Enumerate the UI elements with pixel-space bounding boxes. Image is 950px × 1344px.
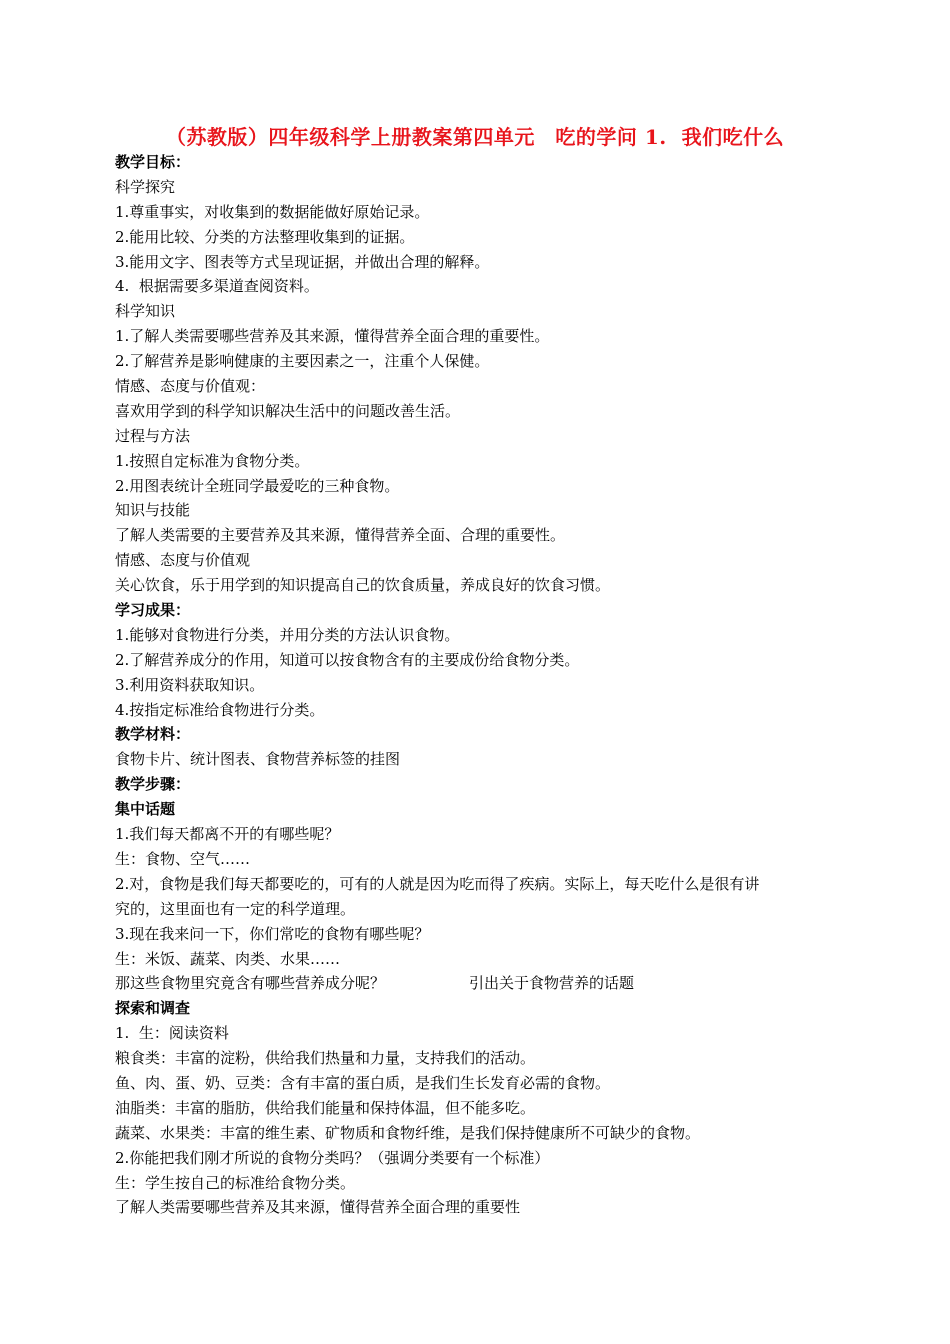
document-body <box>115 150 840 1220</box>
document-line: 喜欢用学到的科学知识解决生活中的问题改善生活。 <box>115 401 461 420</box>
document-line: 食物卡片、统计图表、食物营养标签的挂图 <box>115 750 401 769</box>
section-heading: 教学步骤： <box>115 775 191 794</box>
document-line: 3.现在我来问一下，你们常吃的食物有哪些呢？ <box>115 924 430 943</box>
document-line: 1.能够对食物进行分类，并用分类的方法认识食物。 <box>115 625 460 644</box>
document-line: 油脂类：丰富的脂肪，供给我们能量和保持体温，但不能多吃。 <box>115 1098 536 1117</box>
document-line: 生：学生按自己的标准给食物分类。 <box>115 1173 356 1192</box>
document-line: 情感、态度与价值观： <box>115 377 266 396</box>
document-line: 2.用图表统计全班同学最爱吃的三种食物。 <box>115 476 400 495</box>
section-heading: 学习成果： <box>115 601 191 620</box>
document-line: 生：米饭、蔬菜、肉类、水果…… <box>115 949 341 968</box>
document-line: 蔬菜、水果类：丰富的维生素、矿物质和食物纤维，是我们保持健康所不可缺少的食物。 <box>115 1123 701 1142</box>
split-line-left: 那这些食物里究竟含有哪些营养成分呢？ <box>115 974 386 993</box>
document-line: 3.能用文字、图表等方式呈现证据，并做出合理的解释。 <box>115 252 490 271</box>
document-line: 4. 根据需要多渠道查阅资料。 <box>115 277 319 296</box>
lines-after <box>115 996 840 1220</box>
section-heading: 教学材料： <box>115 725 191 744</box>
split-line-right: 引出关于食物营养的话题 <box>469 974 635 993</box>
document-line: 关心饮食，乐于用学到的知识提高自己的饮食质量，养成良好的饮食习惯。 <box>115 576 611 595</box>
document-line <box>115 971 840 996</box>
document-line: 科学知识 <box>115 302 176 321</box>
document-line: 鱼、肉、蛋、奶、豆类：含有丰富的蛋白质，是我们生长发育必需的食物。 <box>115 1073 611 1092</box>
document-line: 1.按照自定标准为食物分类。 <box>115 451 310 470</box>
section-heading: 集中话题 <box>115 800 176 819</box>
document-line: 1. 生：阅读资料 <box>115 1024 229 1043</box>
document-line: 知识与技能 <box>115 501 191 520</box>
document-line: 2.你能把我们刚才所说的食物分类吗？（强调分类要有一个标准） <box>115 1148 550 1167</box>
document-line: 了解人类需要哪些营养及其来源，懂得营养全面合理的重要性 <box>115 1198 521 1217</box>
document-line: 过程与方法 <box>115 426 191 445</box>
document-line: 4.按指定标准给食物进行分类。 <box>115 700 325 719</box>
document-line: 3.利用资料获取知识。 <box>115 675 265 694</box>
document-line: 科学探究 <box>115 177 176 196</box>
document-line: 1.了解人类需要哪些营养及其来源，懂得营养全面合理的重要性。 <box>115 327 550 346</box>
document-line: 1.尊重事实，对收集到的数据能做好原始记录。 <box>115 202 430 221</box>
document-line: 了解人类需要的主要营养及其来源，懂得营养全面、合理的重要性。 <box>115 526 566 545</box>
section-heading: 教学目标： <box>115 153 191 171</box>
document-line: 情感、态度与价值观 <box>115 551 251 570</box>
lines-before <box>115 150 840 971</box>
document-line: 生：食物、空气…… <box>115 849 251 868</box>
document-line: 究的，这里面也有一定的科学道理。 <box>115 899 356 918</box>
document-line: 2.了解营养是影响健康的主要因素之一，注重个人保健。 <box>115 352 490 371</box>
document-line: 1.我们每天都离不开的有哪些呢？ <box>115 825 340 844</box>
section-heading: 探索和调查 <box>115 999 191 1018</box>
document-title: （苏教版）四年级科学上册教案第四单元 吃的学问 1. 我们吃什么 <box>165 125 785 149</box>
document-line: 粮食类：丰富的淀粉，供给我们热量和力量，支持我们的活动。 <box>115 1049 536 1068</box>
document-line: 2.了解营养成分的作用，知道可以按食物含有的主要成份给食物分类。 <box>115 650 580 669</box>
document-line: 2.对，食物是我们每天都要吃的，可有的人就是因为吃而得了疾病。实际上，每天吃什么是很有讲 <box>115 874 760 893</box>
document-line: 2.能用比较、分类的方法整理收集到的证据。 <box>115 227 415 246</box>
